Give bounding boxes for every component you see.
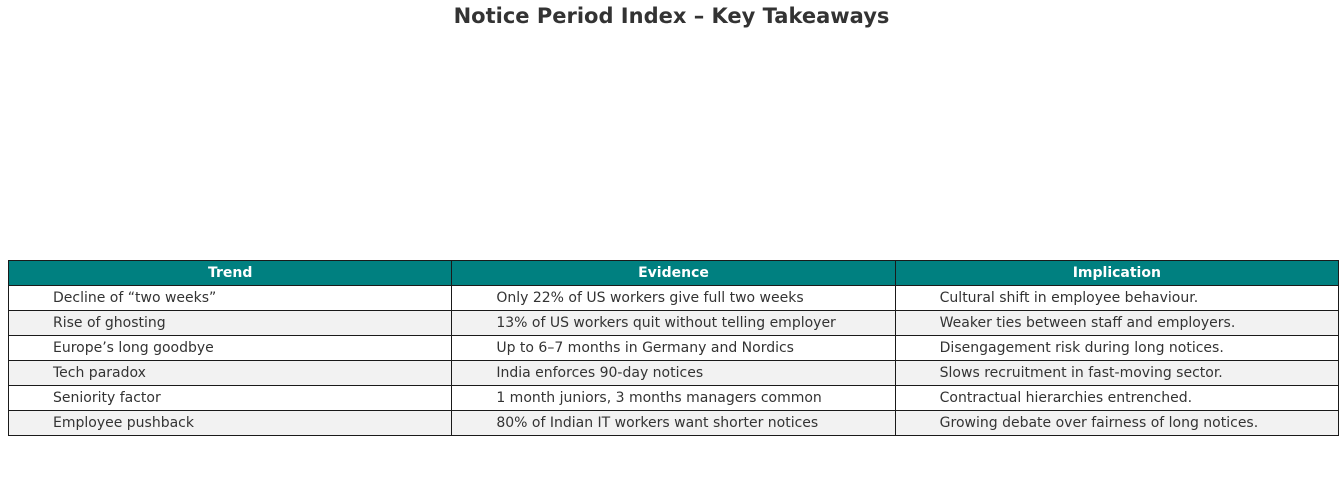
table-cell: Seniority factor [9, 386, 452, 411]
table-row [9, 336, 1339, 361]
table-cell: Slows recruitment in fast-moving sector. [895, 361, 1338, 386]
column-header: Trend [9, 261, 452, 286]
table-cell: Contractual hierarchies entrenched. [895, 386, 1338, 411]
table-cell: Only 22% of US workers give full two weeks [452, 286, 895, 311]
table-cell: Rise of ghosting [9, 311, 452, 336]
table-row [9, 361, 1339, 386]
table-row [9, 286, 1339, 311]
table-cell: Employee pushback [9, 411, 452, 436]
table-cell: Europe’s long goodbye [9, 336, 452, 361]
chart-title: Notice Period Index – Key Takeaways [453, 4, 890, 28]
table-cell: 13% of US workers quit without telling employer [452, 311, 895, 336]
table-row [9, 386, 1339, 411]
table-cell: Decline of “two weeks” [9, 286, 452, 311]
table-cell: Weaker ties between staff and employers. [895, 311, 1338, 336]
table-cell: Disengagement risk during long notices. [895, 336, 1338, 361]
table-cell: 1 month juniors, 3 months managers common [452, 386, 895, 411]
table-cell: India enforces 90-day notices [452, 361, 895, 386]
table-cell: Cultural shift in employee behaviour. [895, 286, 1338, 311]
table-cell: Up to 6–7 months in Germany and Nordics [452, 336, 895, 361]
table-cell: Tech paradox [9, 361, 452, 386]
column-header: Implication [895, 261, 1338, 286]
table-cell: Growing debate over fairness of long notices. [895, 411, 1338, 436]
table-header-row [9, 261, 1339, 286]
table-cell: 80% of Indian IT workers want shorter notices [452, 411, 895, 436]
takeaways-table [8, 260, 1339, 436]
table-row [9, 311, 1339, 336]
table-body [9, 286, 1339, 436]
table-row [9, 411, 1339, 436]
column-header: Evidence [452, 261, 895, 286]
